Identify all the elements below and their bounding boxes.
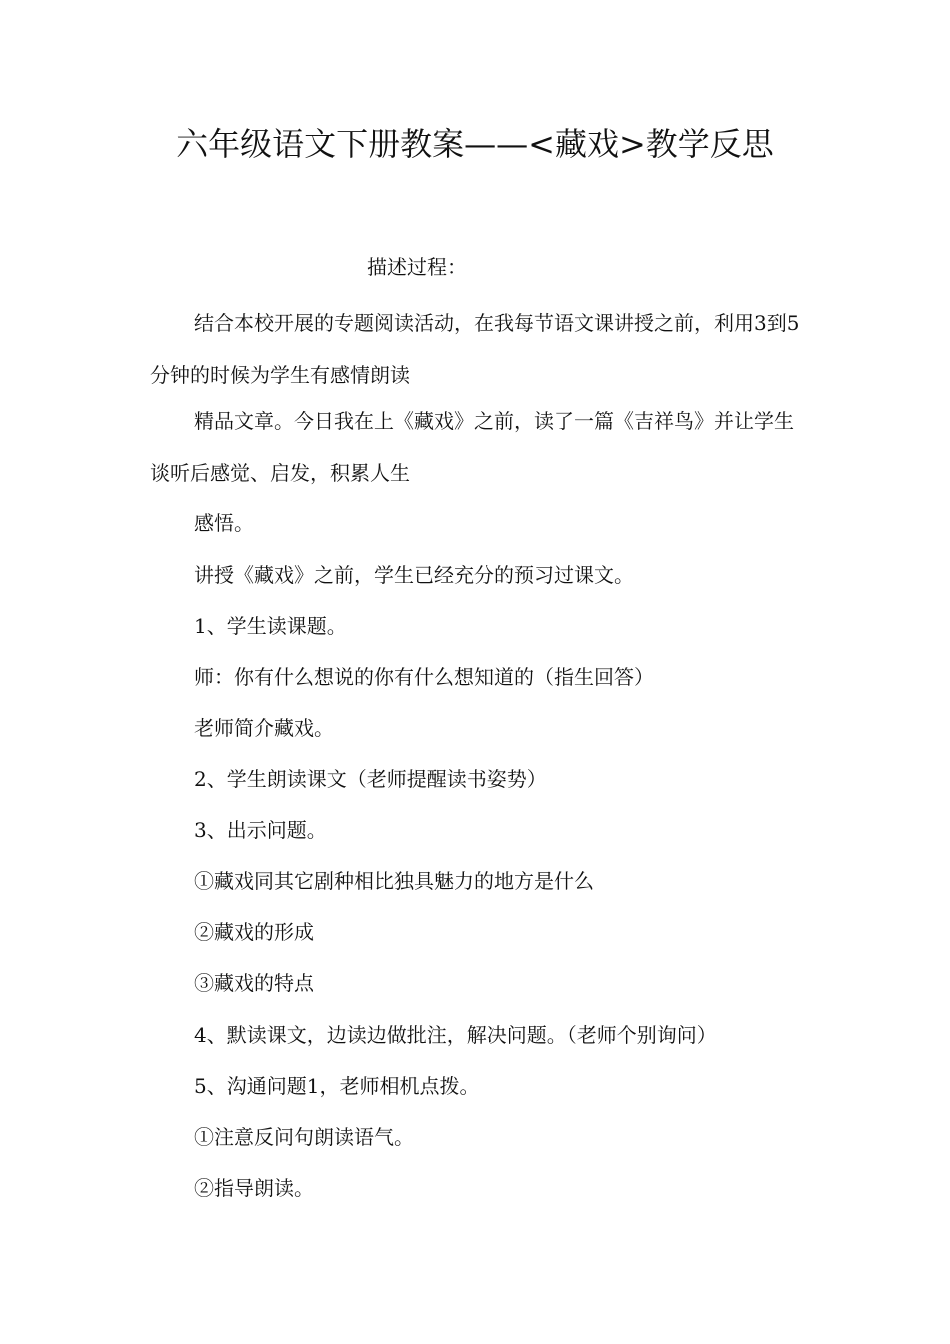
text-line: 4、默读课文，边读边做批注，解决问题。（老师个别询问） [194, 1023, 717, 1047]
paragraph-2: 精品文章。今日我在上《藏戏》之前，读了一篇《吉祥鸟》并让学生谈听后感觉、启发，积累人生 [150, 409, 794, 485]
text-line: 师：你有什么想说的你有什么想知道的（指生回答） [194, 665, 654, 689]
document-title: 六年级语文下册教案——<藏戏>教学反思 [176, 125, 774, 163]
paragraph-1: 结合本校开展的专题阅读活动，在我每节语文课讲授之前，利用3到5分钟的时候为学生有感情朗读 [150, 311, 800, 387]
list-item: ③藏戏的特点 [194, 971, 314, 995]
text-line: 3、出示问题。 [194, 818, 327, 842]
text-line: 讲授《藏戏》之前，学生已经充分的预习过课文。 [194, 563, 634, 587]
section-heading: 描述过程： [367, 255, 467, 279]
text-line: 老师简介藏戏。 [194, 716, 334, 740]
text-line: 2、学生朗读课文（老师提醒读书姿势） [194, 767, 547, 791]
list-item: ②指导朗读。 [194, 1176, 314, 1200]
text-line: 1、学生读课题。 [194, 614, 347, 638]
text-line: 5、沟通问题1，老师相机点拨。 [194, 1074, 480, 1098]
list-item: ②藏戏的形成 [194, 920, 314, 944]
list-item: ①藏戏同其它剧种相比独具魅力的地方是什么 [194, 869, 594, 893]
text-line: 感悟。 [194, 511, 254, 535]
list-item: ①注意反问句朗读语气。 [194, 1125, 414, 1149]
